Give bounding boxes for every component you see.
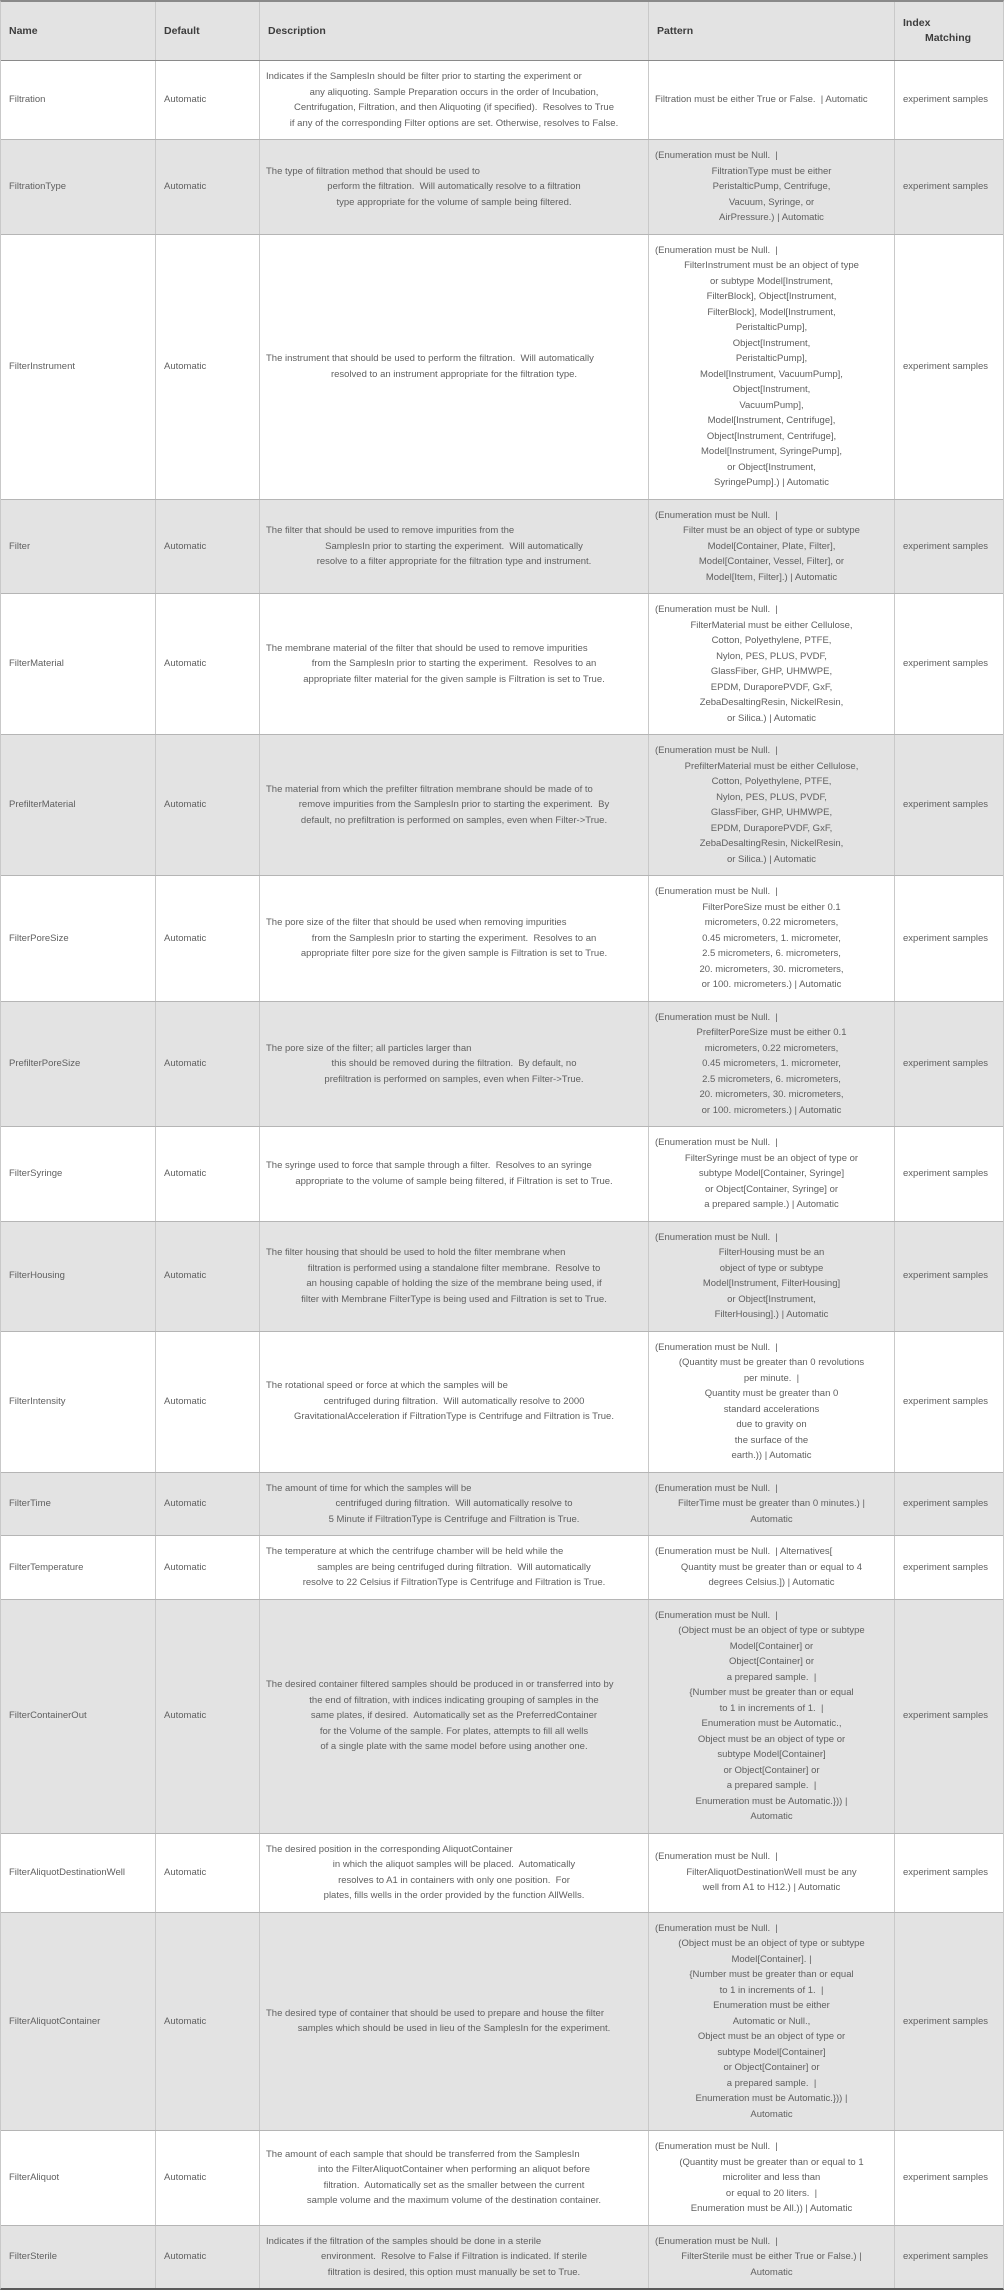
column-header-default: Default [156, 2, 260, 60]
table-header-row [1, 2, 1003, 61]
cell-default: Automatic [156, 594, 260, 734]
table-row [1, 1332, 1003, 1473]
cell-description: The desired type of container that should be used to prepare and house the filter samples which should be used in lieu of the SamplesIn for the experiment. [260, 1913, 649, 2131]
cell-pattern: (Enumeration must be Null. | FilterPoreSize must be either 0.1 micrometers, 0.22 micrometers, 0.45 micrometers, 1. micrometer, 2.5 micrometers, 6. micrometers, 20. micrometers, 30. micrometers, or 100. micrometers.) | Automatic [649, 876, 895, 1001]
cell-index-matching: experiment samples [903, 1710, 989, 1722]
cell-default: Automatic [156, 1222, 260, 1331]
cell-description: The syringe used to force that sample through a filter. Resolves to an syringe appropriate to the volume of sample being filtered, if Filtration is set to True. [260, 1127, 649, 1221]
cell-description: The material from which the prefilter filtration membrane should be made of to remove impurities from the SamplesIn prior to starting the experiment. By default, no prefiltration is performed on samples, even when Filter->True. [260, 735, 649, 875]
cell-index-matching: experiment samples [903, 2015, 989, 2027]
cell-default: Automatic [156, 1834, 260, 1912]
cell-default: Automatic [156, 1473, 260, 1536]
table-row [1, 594, 1003, 735]
cell-index-matching: experiment samples [903, 181, 989, 192]
cell-pattern: (Enumeration must be Null. | (Object must be an object of type or subtype Model[Container]. | {Number must be greater than or equal to 1 in increments of 1. | Enumeration must be either Automatic or Null., Object must be an object of type or subtype Model[Container] or Object[Container] or a prepared sample. | Enumeration must be Automatic.})) | Automatic [649, 1913, 895, 2131]
cell-index-matching: experiment samples [903, 932, 989, 944]
cell-index-matching: experiment samples [903, 540, 989, 552]
cell-default: Automatic [156, 61, 260, 139]
cell-pattern: (Enumeration must be Null. | FilterHousing must be an object of type or subtype Model[Instrument, FilterHousing] or Object[Instrument, FilterHousing].) | Automatic [649, 1222, 895, 1331]
table-row [1, 61, 1003, 140]
cell-description: The amount of each sample that should be transferred from the SamplesIn into the FilterAliquotContainer when performing an aliquot before filtration. Automatically set as the smaller between the current sample volume and the maximum volume of the destination container. [260, 2131, 649, 2225]
cell-default: Automatic [156, 235, 260, 499]
cell-name: FilterAliquot [1, 2131, 156, 2225]
table-row [1, 1127, 1003, 1222]
cell-pattern: (Enumeration must be Null. | FilterTime must be greater than 0 minutes.) | Automatic [649, 1473, 895, 1536]
cell-name: FilterHousing [1, 1222, 156, 1331]
cell-default: Automatic [156, 876, 260, 1001]
cell-name: FilterMaterial [1, 594, 156, 734]
cell-pattern: (Enumeration must be Null. | (Quantity must be greater than 0 revolutions per minute. | Quantity must be greater than 0 standard accelerations due to gravity on the surface of the earth.)) | Automatic [649, 1332, 895, 1472]
column-header-name: Name [1, 2, 156, 60]
table-row [1, 1473, 1003, 1537]
table-row [1, 500, 1003, 595]
cell-default: Automatic [156, 1600, 260, 1833]
cell-description: Indicates if the filtration of the samples should be done in a sterile environment. Resolve to False if Filtration is indicated. If sterile filtration is desired, this option must manually be set to True. [260, 2226, 649, 2289]
cell-default: Automatic [156, 1002, 260, 1127]
cell-index-matching: experiment samples [903, 2172, 989, 2183]
cell-pattern: (Enumeration must be Null. | (Quantity must be greater than or equal to 1 microliter and less than or equal to 20 liters. | Enumeration must be All.)) | Automatic [649, 2131, 895, 2225]
cell-description: Indicates if the SamplesIn should be filter prior to starting the experiment or any aliquoting. Sample Preparation occurs in the order of Incubation, Centrifugation, Filtration, and then Aliquoting (if specified). Resolves to True if any of the corresponding Filter options are set. Otherwise, resolves to False. [260, 61, 649, 139]
table-row [1, 2226, 1003, 2289]
cell-index-matching: experiment samples [903, 1270, 989, 1282]
cell-index-matching: experiment samples [903, 1866, 989, 1878]
cell-pattern: (Enumeration must be Null. | FilterMaterial must be either Cellulose, Cotton, Polyethylene, PTFE, Nylon, PES, PLUS, PVDF, GlassFiber, GHP, UHMWPE, EPDM, DuraporePVDF, GxF, ZebaDesaltingResin, NickelResin, or Silica.) | Automatic [649, 594, 895, 734]
table-row [1, 1536, 1003, 1600]
cell-description: The filter that should be used to remove impurities from the SamplesIn prior to starting the experiment. Will automatically resolve to a filter appropriate for the filtration type and instrument. [260, 500, 649, 594]
cell-name: Filtration [1, 61, 156, 139]
cell-name: FilterAliquotDestinationWell [1, 1834, 156, 1912]
cell-default: Automatic [156, 140, 260, 234]
cell-default: Automatic [156, 1332, 260, 1472]
cell-index-matching: experiment samples [903, 1561, 989, 1573]
table-body [1, 61, 1003, 2288]
cell-pattern: (Enumeration must be Null. | FiltrationType must be either PeristalticPump, Centrifuge, Vacuum, Syringe, or AirPressure.) | Automatic [649, 140, 895, 234]
table-row [1, 140, 1003, 235]
cell-description: The temperature at which the centrifuge chamber will be held while the samples are being centrifuged during filtration. Will automatically resolve to 22 Celsius if FiltrationType is Centrifuge and Filtration is True. [260, 1536, 649, 1599]
cell-default: Automatic [156, 2131, 260, 2225]
cell-index-matching: experiment samples [903, 2251, 989, 2262]
table-row [1, 1913, 1003, 2132]
cell-description: The instrument that should be used to perform the filtration. Will automatically resolved to an instrument appropriate for the filtration type. [260, 235, 649, 499]
cell-description: The membrane material of the filter that should be used to remove impurities from the SamplesIn prior to starting the experiment. Resolves to an appropriate filter material for the given sample is Filtration is set to True. [260, 594, 649, 734]
cell-pattern: (Enumeration must be Null. | (Object must be an object of type or subtype Model[Container] or Object[Container] or a prepared sample. | {Number must be greater than or equal to 1 in increments of 1. | Enumeration must be Automatic., Object must be an object of type or subtype Model[Container] or Object[Container] or a prepared sample. | Enumeration must be Automatic.})) | Automatic [649, 1600, 895, 1833]
column-header-description: Description [260, 2, 649, 60]
table-row [1, 1834, 1003, 1913]
table-row [1, 1002, 1003, 1128]
cell-description: The amount of time for which the samples will be centrifuged during filtration. Will automatically resolve to 5 Minute if FiltrationType is Centrifuge and Filtration is True. [260, 1473, 649, 1536]
table-row [1, 735, 1003, 876]
table-row [1, 235, 1003, 500]
cell-name: FilterContainerOut [1, 1600, 156, 1833]
cell-pattern: (Enumeration must be Null. | FilterInstrument must be an object of type or subtype Model[Instrument, FilterBlock], Object[Instrument, FilterBlock], Model[Instrument, PeristalticPump], Object[Instrument, PeristalticPump], Model[Instrument, VacuumPump], Object[Instrument, VacuumPump], Model[Instrument, Centrifuge], Object[Instrument, Centrifuge], Model[Instrument, SyringePump], or Object[Instrument, SyringePump].) | Automatic [649, 235, 895, 499]
table-row [1, 1222, 1003, 1332]
cell-index-matching: experiment samples [903, 360, 989, 372]
table-row [1, 2131, 1003, 2226]
cell-description: The pore size of the filter that should be used when removing impurities from the SamplesIn prior to starting the experiment. Resolves to an appropriate filter pore size for the given sample is Filtration is set to True. [260, 876, 649, 1001]
cell-pattern: (Enumeration must be Null. | FilterSterile must be either True or False.) | Automatic [649, 2226, 895, 2289]
cell-name: PrefilterMaterial [1, 735, 156, 875]
cell-name: Filter [1, 500, 156, 594]
cell-default: Automatic [156, 500, 260, 594]
cell-name: FilterSterile [1, 2226, 156, 2289]
column-header-index-matching: Index Matching [903, 17, 972, 44]
cell-pattern: (Enumeration must be Null. | FilterSyringe must be an object of type or subtype Model[Container, Syringe] or Object[Container, Syringe] or a prepared sample.) | Automatic [649, 1127, 895, 1221]
cell-index-matching: experiment samples [903, 1058, 989, 1069]
cell-index-matching: experiment samples [903, 1395, 989, 1407]
cell-description: The desired container filtered samples should be produced in or transferred into by the end of filtration, with indices indicating grouping of samples in the same plates, if desired. Automatically set as the PreferredContainer for the Volume of the sample. For plates, attempts to fill all wells of a single plate with the same model before using another one. [260, 1600, 649, 1833]
cell-name: FilterIntensity [1, 1332, 156, 1472]
cell-default: Automatic [156, 1127, 260, 1221]
cell-default: Automatic [156, 735, 260, 875]
cell-name: FilterTime [1, 1473, 156, 1536]
cell-index-matching: experiment samples [903, 1168, 989, 1179]
cell-pattern: (Enumeration must be Null. | FilterAliquotDestinationWell must be any well from A1 to H12.) | Automatic [649, 1834, 895, 1912]
cell-index-matching: experiment samples [903, 658, 989, 670]
cell-name: FiltrationType [1, 140, 156, 234]
cell-index-matching: experiment samples [903, 1498, 989, 1509]
cell-default: Automatic [156, 1536, 260, 1599]
cell-name: PrefilterPoreSize [1, 1002, 156, 1127]
cell-name: FilterPoreSize [1, 876, 156, 1001]
cell-description: The desired position in the corresponding AliquotContainer in which the aliquot samples will be placed. Automatically resolves to A1 in containers with only one position. For plates, fills wells in the order provided by the function AllWells. [260, 1834, 649, 1912]
cell-pattern: (Enumeration must be Null. | PrefilterMaterial must be either Cellulose, Cotton, Polyethylene, PTFE, Nylon, PES, PLUS, PVDF, GlassFiber, GHP, UHMWPE, EPDM, DuraporePVDF, GxF, ZebaDesaltingResin, NickelResin, or Silica.) | Automatic [649, 735, 895, 875]
cell-index-matching: experiment samples [903, 799, 989, 811]
cell-pattern: (Enumeration must be Null. | Alternatives[ Quantity must be greater than or equal to 4 degrees Celsius.]) | Automatic [649, 1536, 895, 1599]
cell-description: The pore size of the filter; all particles larger than this should be removed during the filtration. By default, no prefiltration is performed on samples, even when Filter->True. [260, 1002, 649, 1127]
cell-pattern: Filtration must be either True or False. | Automatic [649, 61, 895, 139]
cell-name: FilterAliquotContainer [1, 1913, 156, 2131]
table-row [1, 1600, 1003, 1834]
cell-pattern: (Enumeration must be Null. | PrefilterPoreSize must be either 0.1 micrometers, 0.22 micrometers, 0.45 micrometers, 1. micrometer, 2.5 micrometers, 6. micrometers, 20. micrometers, 30. micrometers, or 100. micrometers.) | Automatic [649, 1002, 895, 1127]
cell-index-matching: experiment samples [903, 94, 989, 106]
cell-description: The rotational speed or force at which the samples will be centrifuged during filtration. Will automatically resolve to 2000 GravitationalAcceleration if FiltrationType is Centrifuge and Filtration is True. [260, 1332, 649, 1472]
cell-name: FilterSyringe [1, 1127, 156, 1221]
cell-default: Automatic [156, 2226, 260, 2289]
cell-name: FilterInstrument [1, 235, 156, 499]
cell-name: FilterTemperature [1, 1536, 156, 1599]
table-row [1, 876, 1003, 1002]
cell-description: The filter housing that should be used to hold the filter membrane when filtration is performed using a standalone filter membrane. Resolve to an housing capable of holding the size of the membrane being used, if filter with Membrane FilterType is being used and Filtration is set to True. [260, 1222, 649, 1331]
cell-description: The type of filtration method that should be used to perform the filtration. Will automatically resolve to a filtration type appropriate for the volume of sample being filtered. [260, 140, 649, 234]
cell-pattern: (Enumeration must be Null. | Filter must be an object of type or subtype Model[Container, Plate, Filter], Model[Container, Vessel, Filter], or Model[Item, Filter].) | Automatic [649, 500, 895, 594]
column-header-pattern: Pattern [649, 2, 895, 60]
cell-default: Automatic [156, 1913, 260, 2131]
